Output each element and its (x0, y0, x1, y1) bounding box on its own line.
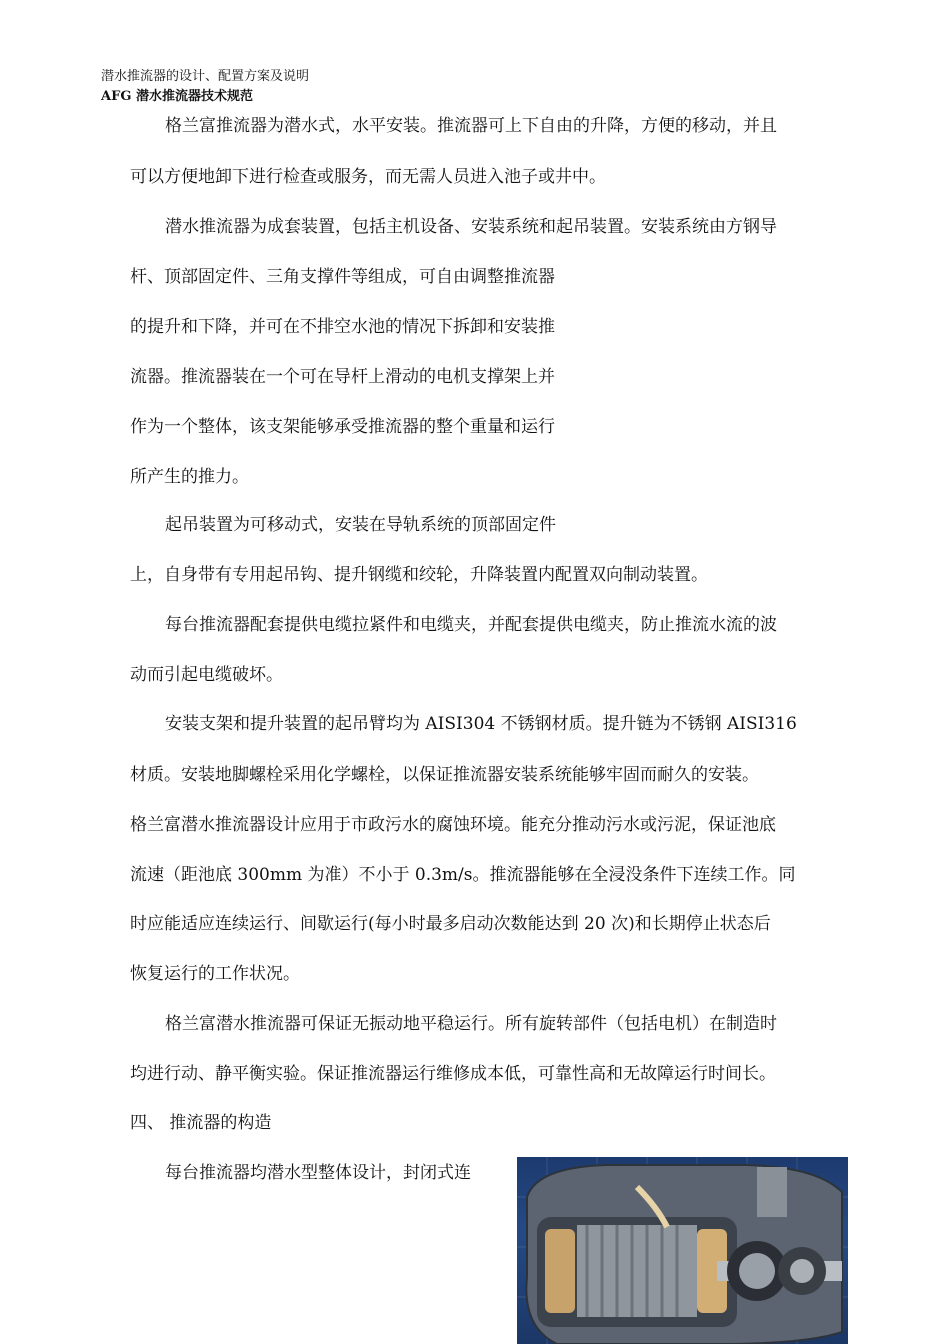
paragraph-line: 格兰富推流器为潜水式，水平安装。推流器可上下自由的升降，方便的移动，并且 (165, 116, 777, 136)
header-subtitle: AFG 潜水推流器技术规范 (101, 89, 253, 104)
paragraph-line: 格兰富潜水推流器可保证无振动地平稳运行。所有旋转部件（包括电机）在制造时 (165, 1014, 777, 1034)
paragraph-line: 恢复运行的工作状况。 (130, 964, 300, 984)
paragraph-line: 动而引起电缆破坏。 (130, 665, 283, 685)
paragraph-line: 格兰富潜水推流器设计应用于市政污水的腐蚀环境。能充分推动污水或污泥，保证池底 (130, 815, 776, 835)
section-heading: 四、 推流器的构造 (130, 1113, 272, 1133)
paragraph-line: 材质。安装地脚螺栓采用化学螺栓，以保证推流器安装系统能够牢固而耐久的安装。 (130, 765, 759, 785)
paragraph-line: 可以方便地卸下进行检查或服务，而无需人员进入池子或井中。 (130, 167, 606, 187)
paragraph-line: 潜水推流器为成套装置，包括主机设备、安装系统和起吊装置。安装系统由方钢导 (165, 217, 777, 237)
paragraph-line: 时应能适应连续运行、间歇运行(每小时最多启动次数能达到 20 次)和长期停止状态后 (130, 914, 771, 934)
mixer-cutaway-photo (517, 1157, 848, 1344)
paragraph-line: 均进行动、静平衡实验。保证推流器运行维修成本低，可靠性高和无故障运行时间长。 (130, 1064, 776, 1084)
paragraph-line: 的提升和下降，并可在不排空水池的情况下拆卸和安装推 (130, 317, 555, 337)
paragraph-line: 每台推流器均潜水型整体设计，封闭式连 (165, 1163, 471, 1183)
paragraph-line: 作为一个整体，该支架能够承受推流器的整个重量和运行 (130, 417, 555, 437)
header-title: 潜水推流器的设计、配置方案及说明 (101, 69, 310, 84)
paragraph-line: 流器。推流器装在一个可在导杆上滑动的电机支撑架上并 (130, 367, 555, 387)
paragraph-line: 起吊装置为可移动式，安装在导轨系统的顶部固定件 (165, 515, 556, 535)
paragraph-line: 流速（距池底 300mm 为准）不小于 0.3m/s。推流器能够在全浸没条件下连续工作。同 (130, 865, 796, 885)
paragraph-line: 每台推流器配套提供电缆拉紧件和电缆夹，并配套提供电缆夹，防止推流水流的波 (165, 615, 777, 635)
paragraph-line: 杆、顶部固定件、三角支撑件等组成，可自由调整推流器 (130, 267, 555, 287)
paragraph-line: 上，自身带有专用起吊钩、提升钢缆和绞轮，升降装置内配置双向制动装置。 (130, 565, 708, 585)
paragraph-line: 所产生的推力。 (130, 467, 249, 487)
paragraph-line: 安装支架和提升装置的起吊臂均为 AISI304 不锈钢材质。提升链为不锈钢 AISI316 (165, 714, 797, 734)
mixer-cutaway-icon (517, 1157, 848, 1344)
